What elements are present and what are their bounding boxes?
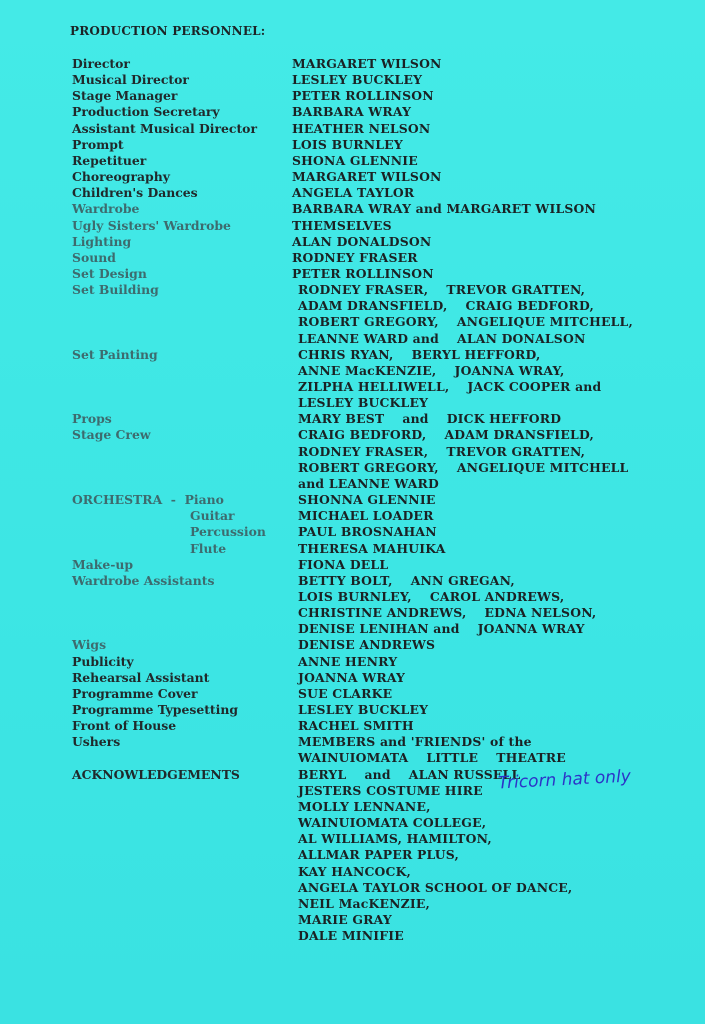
role-label: Stage Crew — [72, 427, 151, 443]
personnel-names: BERYL and ALAN RUSSELL — [298, 766, 521, 782]
personnel-names: ANNE HENRY — [298, 653, 398, 669]
role-label: Lighting — [72, 233, 132, 249]
role-label: ORCHESTRA - Piano — [72, 492, 224, 508]
personnel-names: PETER ROLLINSON — [292, 88, 434, 104]
personnel-names: ALLMAR PAPER PLUS, — [298, 847, 459, 863]
role-label: Production Secretary — [72, 104, 220, 120]
role-label: Flute — [190, 540, 227, 556]
personnel-names: NEIL MacKENZIE, — [298, 895, 431, 911]
personnel-names: MARY BEST and DICK HEFFORD — [298, 411, 562, 427]
personnel-names: MARIE GRAY — [298, 911, 392, 927]
personnel-names: CHRISTINE ANDREWS, EDNA NELSON, — [298, 605, 597, 621]
personnel-names: ZILPHA HELLIWELL, JACK COOPER and — [298, 379, 602, 394]
personnel-names: MEMBERS and 'FRIENDS' of the — [298, 734, 532, 750]
personnel-names: CRAIG BEDFORD, ADAM DRANSFIELD, — [298, 427, 594, 443]
personnel-names: PETER ROLLINSON — [292, 265, 434, 281]
personnel-names: and LEANNE WARD — [298, 475, 439, 491]
personnel-names: LOIS BURNLEY — [292, 136, 403, 152]
role-label: Ugly Sisters' Wardrobe — [72, 217, 231, 233]
personnel-names: ANNE MacKENZIE, JOANNA WRAY, — [298, 362, 565, 378]
role-label: Musical Director — [72, 72, 189, 88]
role-label: Choreography — [72, 169, 170, 185]
personnel-names: MICHAEL LOADER — [298, 508, 434, 524]
role-label: Rehearsal Assistant — [72, 669, 210, 685]
personnel-names: ANGELA TAYLOR SCHOOL OF DANCE, — [298, 879, 573, 895]
role-label: Props — [72, 411, 112, 427]
personnel-names: WAINUIOMATA COLLEGE, — [298, 815, 487, 831]
personnel-names: MOLLY LENNANE, — [298, 798, 431, 814]
role-label: Wardrobe — [72, 201, 140, 217]
personnel-names: LEANNE WARD and ALAN DONALSON — [298, 330, 586, 346]
role-label: Set Design — [72, 265, 147, 281]
personnel-names: THEMSELVES — [292, 217, 392, 233]
personnel-names: SHONA GLENNIE — [292, 152, 418, 168]
role-label: Percussion — [190, 524, 266, 540]
personnel-names: LESLEY BUCKLEY — [298, 702, 429, 717]
role-label: Programme Typesetting — [72, 702, 239, 717]
personnel-names: RODNEY FRASER, TREVOR GRATTEN, — [298, 282, 586, 298]
personnel-names: MARGARET WILSON — [292, 169, 442, 185]
personnel-names: KAY HANCOCK, — [298, 863, 412, 879]
personnel-names: ROBERT GREGORY, ANGELIQUE MITCHELL, — [298, 314, 633, 330]
role-label: Set Painting — [72, 346, 158, 362]
role-label: Assistant Musical Director — [72, 120, 257, 136]
personnel-names: LOIS BURNLEY, CAROL ANDREWS, — [298, 588, 565, 604]
personnel-names: CHRIS RYAN, BERYL HEFFORD, — [298, 346, 541, 362]
personnel-names: RODNEY FRASER — [292, 249, 418, 265]
role-label: Publicity — [72, 653, 134, 669]
personnel-names: ROBERT GREGORY, ANGELIQUE MITCHELL — [298, 459, 629, 475]
personnel-names: ALAN DONALDSON — [292, 233, 432, 249]
role-label: ACKNOWLEDGEMENTS — [72, 766, 240, 782]
handwritten-note: Tricorn hat only — [497, 766, 632, 794]
personnel-names: BARBARA WRAY and MARGARET WILSON — [292, 201, 597, 217]
role-label: Wardrobe Assistants — [72, 572, 215, 588]
personnel-names: THERESA MAHUIKA — [298, 540, 446, 556]
role-label: Sound — [72, 249, 116, 265]
personnel-names: WAINUIOMATA LITTLE THEATRE — [298, 750, 566, 766]
page-heading: PRODUCTION PERSONNEL: — [70, 24, 266, 38]
role-label: Front of House — [72, 718, 177, 734]
role-label: Director — [72, 56, 130, 71]
personnel-names: RACHEL SMITH — [298, 718, 414, 734]
personnel-names: PAUL BROSNAHAN — [298, 524, 437, 540]
role-label: Programme Cover — [72, 685, 198, 701]
personnel-names: LESLEY BUCKLEY — [292, 72, 423, 88]
personnel-names: BARBARA WRAY — [292, 104, 412, 120]
role-label: Prompt — [72, 136, 124, 152]
personnel-names: BETTY BOLT, ANN GREGAN, — [298, 572, 515, 588]
personnel-names: DENISE LENIHAN and JOANNA WRAY — [298, 621, 585, 637]
role-label: Repetituer — [72, 152, 147, 168]
personnel-names: FIONA DELL — [298, 556, 389, 572]
role-label: Set Building — [72, 282, 159, 298]
personnel-names: RODNEY FRASER, TREVOR GRATTEN, — [298, 443, 586, 459]
personnel-names: JESTERS COSTUME HIRE — [298, 782, 483, 798]
personnel-names: SHONNA GLENNIE — [298, 492, 436, 508]
personnel-names: ADAM DRANSFIELD, CRAIG BEDFORD, — [298, 298, 594, 314]
personnel-names: DALE MINIFIE — [298, 928, 404, 944]
personnel-names: HEATHER NELSON — [292, 120, 431, 136]
personnel-names: MARGARET WILSON — [292, 56, 442, 71]
personnel-names: ANGELA TAYLOR — [292, 185, 415, 201]
personnel-names: JOANNA WRAY — [298, 669, 406, 685]
role-label: Wigs — [72, 637, 107, 653]
role-label: Make-up — [72, 556, 134, 572]
personnel-names: DENISE ANDREWS — [298, 637, 436, 653]
personnel-names: SUE CLARKE — [298, 685, 393, 701]
role-label: Children's Dances — [72, 185, 198, 201]
role-label: Ushers — [72, 734, 121, 750]
role-label: Guitar — [190, 508, 235, 524]
personnel-names: AL WILLIAMS, HAMILTON, — [298, 831, 492, 847]
role-label: Stage Manager — [72, 88, 178, 104]
personnel-names: LESLEY BUCKLEY — [298, 395, 429, 411]
